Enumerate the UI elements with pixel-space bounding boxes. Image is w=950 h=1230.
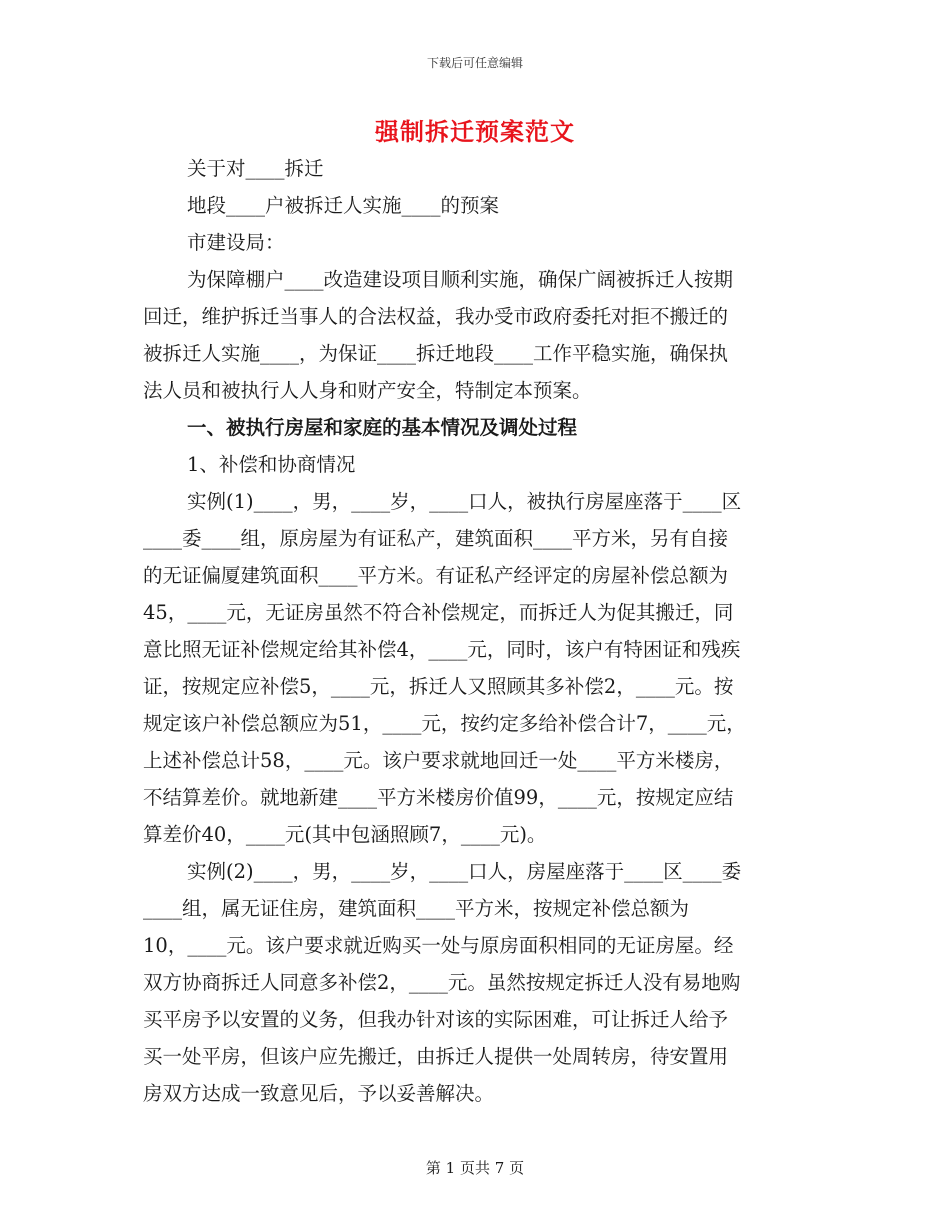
body-line: 买一处平房，但该户应先搬迁，由拆迁人提供一处周转房，待安置用: [143, 1045, 729, 1068]
body-line: 市建设局：: [187, 231, 285, 254]
body-line: 法人员和被执行人人身和财产安全，特制定本预案。: [143, 379, 592, 402]
subsection-heading: 1、补偿和协商情况: [187, 453, 356, 476]
document-body: [143, 150, 808, 1112]
body-line: 10，____元。该户要求就近购买一处与原房面积相同的无证房屋。经: [143, 934, 734, 957]
body-line: 关于对____拆迁: [187, 157, 324, 180]
body-line: 房双方达成一致意见后，予以妥善解决。: [143, 1082, 495, 1105]
body-line: 双方协商拆迁人同意多补偿2，____元。虽然按规定拆迁人没有易地购: [143, 971, 741, 994]
body-line: 回迁，维护拆迁当事人的合法权益，我办受市政府委托对拒不搬迁的: [143, 305, 729, 328]
body-line: 上述补偿总计58，____元。该户要求就地回迁一处____平方米楼房，: [143, 749, 734, 772]
body-line: 实例(2)____，男，____岁，____口人，房屋座落于____区____委: [187, 860, 742, 883]
body-line: 证，按规定应补偿5，____元，拆迁人又照顾其多补偿2，____元。按: [143, 675, 734, 698]
body-line: 买平房予以安置的义务，但我办针对该的实际困难，可让拆迁人给予: [143, 1008, 729, 1031]
body-line: 的无证偏厦建筑面积____平方米。有证私产经评定的房屋补偿总额为: [143, 564, 729, 587]
body-line: 意比照无证补偿规定给其补偿4，____元，同时，该户有特困证和残疾: [143, 638, 741, 661]
body-line: 规定该户补偿总额应为51，____元，按约定多给补偿合计7，____元，: [143, 712, 746, 735]
body-line: 45，____元，无证房虽然不符合补偿规定，而拆迁人为促其搬迁，同: [143, 601, 734, 624]
body-line: ____组，属无证住房，建筑面积____平方米，按规定补偿总额为: [143, 897, 690, 920]
header-note: 下载后可任意编辑: [426, 56, 523, 70]
body-line: 地段____户被拆迁人实施____的预案: [187, 194, 500, 217]
body-line: 被拆迁人实施____，为保证____拆迁地段____工作平稳实施，确保执: [143, 342, 729, 365]
page-footer: 第 1 页共 7 页: [425, 1159, 525, 1177]
body-line: 不结算差价。就地新建____平方米楼房价值99，____元，按规定应结: [143, 786, 734, 809]
body-line: 算差价40，____元(其中包涵照顾7，____元)。: [143, 823, 547, 846]
body-line: 为保障棚户____改造建设项目顺利实施，确保广阔被拆迁人按期: [187, 268, 734, 291]
body-line: ____委____组，原房屋为有证私产，建筑面积____平方米，另有自接: [143, 527, 729, 550]
body-line: 实例(1)____，男，____岁，____口人，被执行房屋座落于____区: [187, 490, 742, 513]
document-title: 强制拆迁预案范文: [375, 117, 575, 146]
section-heading: 一、被执行房屋和家庭的基本情况及调处过程: [187, 416, 578, 439]
